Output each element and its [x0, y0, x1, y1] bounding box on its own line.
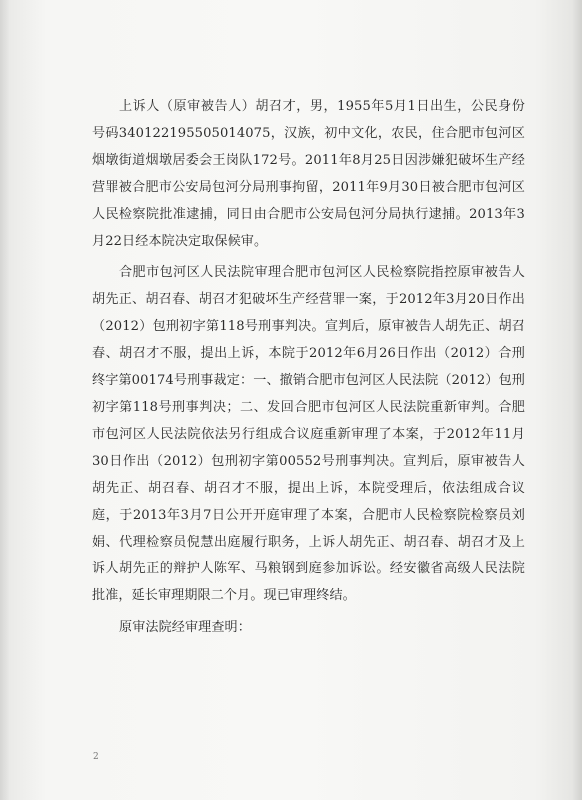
page-number: 2 [93, 752, 99, 762]
document-body [92, 94, 525, 642]
page-right-edge-shadow [572, 0, 582, 800]
section-heading-findings: 原审法院经审理查明： [119, 620, 251, 636]
page-left-edge-shadow [0, 0, 10, 800]
paragraph-appellant-info: 上诉人（原审被告人）胡召才，男，1955年5月1日出生，公民身份号码340122195505014075，汉族，初中文化，农民，住合肥市包河区烟墩街道烟墩居委会王岗队172号。2011年8月25日因涉嫌犯破坏生产经营罪被合肥市公安局包河分局刑事拘留，2011年9月30日被合肥市包河区人民检察院批准逮捕，同日由合肥市公安局包河分局执行逮捕。2013年3月22日经本院决定取保候审。 [92, 99, 525, 249]
paragraph-case-history: 合肥市包河区人民法院审理合肥市包河区人民检察院指控原审被告人胡先正、胡召春、胡召才犯破坏生产经营罪一案，于2012年3月20日作出（2012）包刑初字第118号刑事判决。宣判后，原审被告人胡先正、胡召春、胡召才不服，提出上诉，本院于2012年6月26日作出（2012）合刑终字第00174号刑事裁定：一、撤销合肥市包河区人民法院（2012）包刑初字第118号刑事判决；二、发回合肥市包河区人民法院重新审判。合肥市包河区人民法院依法另行组成合议庭重新审理了本案，于2012年11月30日作出（2012）包刑初字第00552号刑事判决。宣判后，原审被告人胡先正、胡召春、胡召才不服，提出上诉，本院受理后，依法组成合议庭，于2013年3月7日公开开庭审理了本案，合肥市人民检察院检察员刘娟、代理检察员倪慧出庭履行职务，上诉人胡先正、胡召春、胡召才及上诉人胡先正的辩护人陈军、马粮钢到庭参加诉讼。经安徽省高级人民法院批准，延长审理期限二个月。现已审理终结。 [92, 265, 525, 604]
